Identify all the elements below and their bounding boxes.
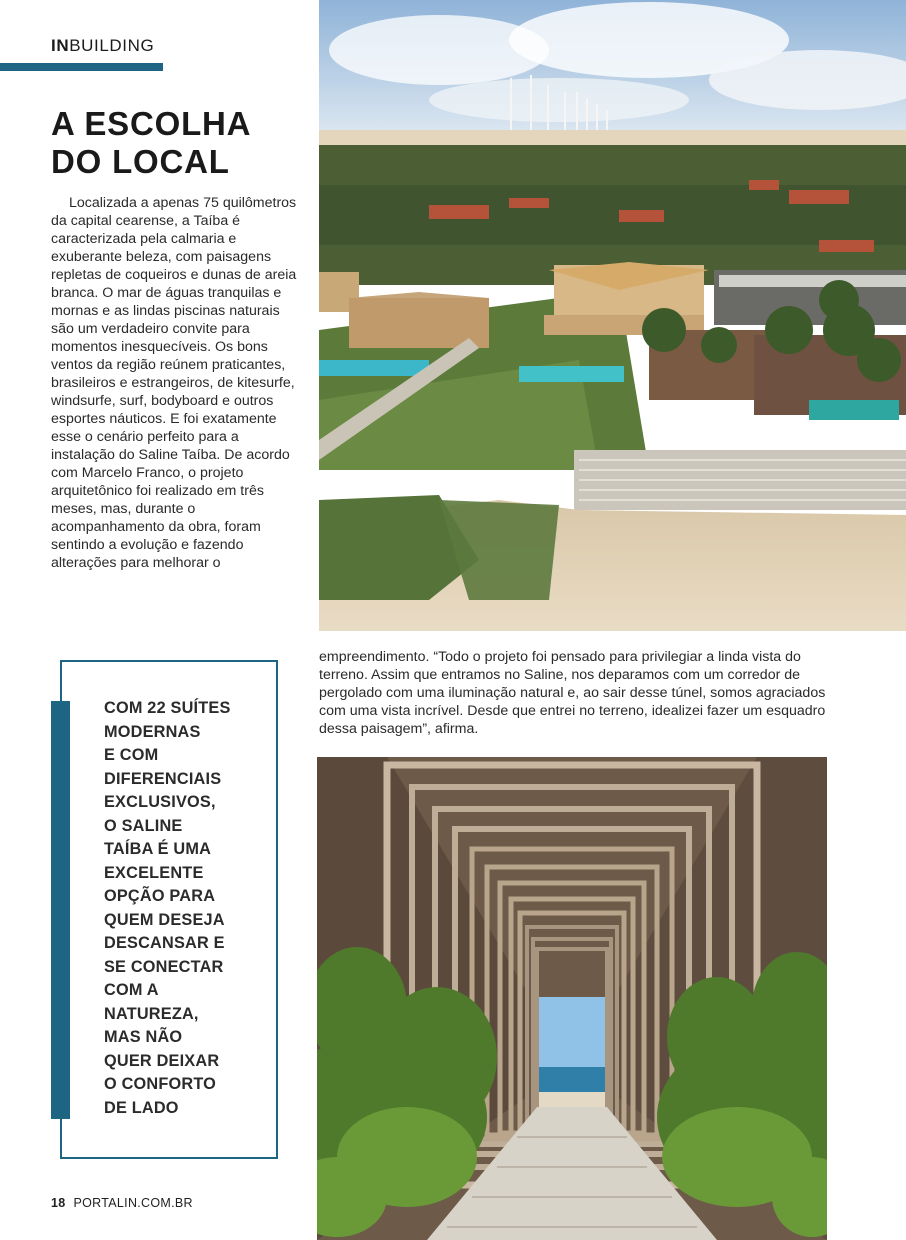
pull-quote-line: E COM [104,746,159,764]
resort-aerial-illustration [319,0,906,631]
section-tag [51,36,154,56]
pull-quote-line: QUER DEIXAR [104,1051,220,1070]
page-number: 18 [51,1196,66,1210]
pull-quote-line: DE LADO [104,1098,179,1117]
article-title [51,105,311,181]
article-body-part-1: Localizada a apenas 75 quilômetros da capital cearense, a Taíba é caracterizada pela calmaria e exuberante beleza, com paisagens repletas de coqueiros e dunas de areia branca. O mar de águas tranquilas e mornas e as lindas piscinas naturais são um verdadeiro convite para momentos inesquecíveis. Os bons ventos da região reúnem praticantes, brasileiros e estrangeiros, de kitesurfe, windsurfe, surf, bodyboard e outros esportes náuticos. E foi exatamente esse o cenário perfeito para a instalação do Saline Taíba. De acordo com Marcelo Franco, o projeto arquitetônico foi realizado em três meses, mas, durante o acompanhamento da obra, foram sentindo a evolução e fazendo alterações para melhorar o [51,195,297,571]
pull-quote-line: EXCLUSIVOS, [104,793,216,811]
resort-aerial-photo [319,0,906,631]
article-body-part-2: empreendimento. “Todo o projeto foi pensado para privilegiar a linda vista do terreno. Assim que entramos no Saline, nos deparamos com um corredor de pergolado com uma iluminação natural e, ao sair desse túnel, somos agraciados com uma vista incrível. Desde que entrei no terreno, idealizei fazer um esquadro dessa paisagem”, afirma. [319,649,826,737]
pull-quote-line: EXCELENTE [104,863,204,882]
pull-quote-line: DIFERENCIAIS [104,769,222,788]
pull-quote-line: MODERNAS [104,722,201,741]
pull-quote-line: NATUREZA, [104,1004,199,1023]
title-line-2: DO LOCAL [51,143,230,180]
footer-site: PORTALIN.COM.BR [73,1196,193,1210]
page-footer [51,1196,193,1210]
pull-quote [104,697,269,1120]
header-rule [0,63,163,71]
pull-quote-line: COM A [104,981,159,999]
section-name: BUILDING [69,36,155,55]
pull-quote-line: TAÍBA É UMA [104,840,212,858]
pull-quote-line: QUEM DESEJA [104,910,225,929]
pull-quote-line: OPÇÃO PARA [104,887,216,905]
pull-quote-line: COM 22 SUÍTES [104,699,231,717]
section-prefix: IN [51,36,70,55]
pergola-illustration [317,757,827,1240]
title-line-1: A ESCOLHA [51,105,252,142]
pergola-corridor-photo [317,757,827,1240]
pull-quote-line: MAS NÃO [104,1028,183,1046]
pull-quote-line: O CONFORTO [104,1075,217,1093]
pull-quote-accent-bar [51,701,70,1119]
pull-quote-line: SE CONECTAR [104,957,224,976]
pull-quote-line: DESCANSAR E [104,934,225,952]
pull-quote-line: O SALINE [104,816,183,835]
